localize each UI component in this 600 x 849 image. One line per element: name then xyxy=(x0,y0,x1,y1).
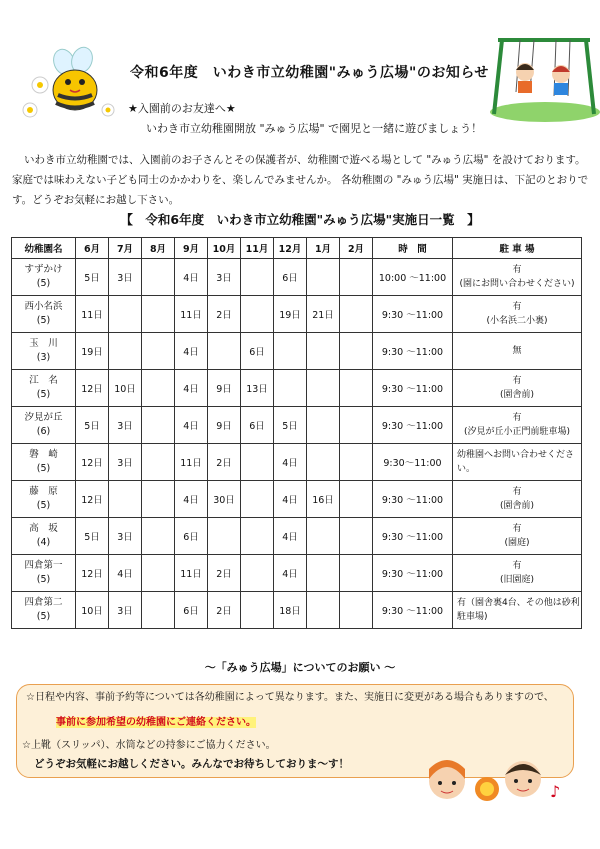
kindergarten-name-cell xyxy=(12,333,76,370)
date-cell xyxy=(307,370,340,407)
date-cell: 4日 xyxy=(175,333,208,370)
page-title: 令和6年度 いわき市立幼稚園"みゅう広場"のお知らせ xyxy=(130,65,489,81)
column-header: 時 間 xyxy=(373,238,453,259)
time-cell: 9:30 ～11:00 xyxy=(373,481,453,518)
kindergarten-name: 西小名浜 xyxy=(24,301,63,312)
date-cell xyxy=(142,481,175,518)
date-cell xyxy=(142,259,175,296)
intro-text xyxy=(12,150,590,210)
kindergarten-name: 玉 川 xyxy=(29,338,58,349)
column-header: 7月 xyxy=(109,238,142,259)
date-cell: 16日 xyxy=(307,481,340,518)
request-items-note: ☆上靴（スリッパ）、水筒などの持参にご協力ください。 xyxy=(22,740,276,751)
kindergarten-name-cell xyxy=(12,259,76,296)
parking-cell xyxy=(453,333,582,370)
kindergarten-name: 汐見が丘 xyxy=(24,412,63,423)
date-cell: 13日 xyxy=(241,370,274,407)
date-cell: 5日 xyxy=(76,518,109,555)
date-cell xyxy=(241,592,274,629)
date-cell xyxy=(241,481,274,518)
parking-text: (園庭) xyxy=(504,538,530,548)
parking-cell xyxy=(453,481,582,518)
class-count: (6) xyxy=(36,426,51,437)
time-cell: 9:30 ～11:00 xyxy=(373,518,453,555)
column-header: 8月 xyxy=(142,238,175,259)
date-cell xyxy=(307,555,340,592)
request-contact-note xyxy=(56,713,256,728)
kindergarten-name-cell xyxy=(12,481,76,518)
kids-illustration xyxy=(425,755,575,819)
column-header: 12月 xyxy=(274,238,307,259)
time-cell: 10:00 ～11:00 xyxy=(373,259,453,296)
date-cell xyxy=(307,259,340,296)
requests-title: ～「みゅう広場」についてのお願い ～ xyxy=(204,661,396,674)
date-cell: 30日 xyxy=(208,481,241,518)
date-cell: 6日 xyxy=(175,592,208,629)
date-cell xyxy=(142,592,175,629)
table-row xyxy=(12,333,582,370)
parking-text: 有 xyxy=(512,413,522,423)
date-cell xyxy=(142,333,175,370)
date-cell: 19日 xyxy=(76,333,109,370)
class-count: (3) xyxy=(36,352,51,363)
parking-cell xyxy=(453,592,582,629)
date-cell xyxy=(109,333,142,370)
date-cell: 6日 xyxy=(175,518,208,555)
parking-text: 有 xyxy=(512,265,522,275)
date-cell: 5日 xyxy=(76,407,109,444)
date-cell: 5日 xyxy=(274,407,307,444)
date-cell: 4日 xyxy=(274,518,307,555)
table-row xyxy=(12,592,582,629)
class-count: (5) xyxy=(36,574,51,585)
date-cell xyxy=(142,370,175,407)
date-cell: 3日 xyxy=(109,592,142,629)
time-cell: 9:30 ～11:00 xyxy=(373,555,453,592)
date-cell xyxy=(241,555,274,592)
date-cell: 3日 xyxy=(109,259,142,296)
kindergarten-name: 藤 原 xyxy=(29,486,58,497)
date-cell: 12日 xyxy=(76,444,109,481)
parking-cell xyxy=(453,444,582,481)
time-cell: 9:30 ～11:00 xyxy=(373,407,453,444)
date-cell xyxy=(340,481,373,518)
date-cell: 9日 xyxy=(208,407,241,444)
kindergarten-name: 高 坂 xyxy=(29,523,58,534)
bee-icon xyxy=(20,40,120,130)
svg-text:♪: ♪ xyxy=(550,782,561,801)
date-cell xyxy=(142,407,175,444)
column-header: 9月 xyxy=(175,238,208,259)
kindergarten-name-cell xyxy=(12,296,76,333)
column-header: 2月 xyxy=(340,238,373,259)
parking-cell xyxy=(453,259,582,296)
parking-cell xyxy=(453,518,582,555)
parking-cell xyxy=(453,407,582,444)
kindergarten-name: 江 名 xyxy=(29,375,58,386)
parking-cell xyxy=(453,555,582,592)
schedule-table-title: 【 令和6年度 いわき市立幼稚園"みゅう広場"実施日一覧 】 xyxy=(120,212,480,227)
parking-text: 有 xyxy=(512,524,522,534)
kindergarten-name-cell xyxy=(12,444,76,481)
date-cell: 2日 xyxy=(208,444,241,481)
date-cell: 19日 xyxy=(274,296,307,333)
parking-text: い。 xyxy=(457,464,476,474)
date-cell xyxy=(109,481,142,518)
kindergarten-name: 磐 崎 xyxy=(29,449,58,460)
date-cell xyxy=(340,555,373,592)
date-cell: 10日 xyxy=(76,592,109,629)
parking-text: 無 xyxy=(512,346,522,356)
date-cell: 3日 xyxy=(208,259,241,296)
date-cell xyxy=(307,592,340,629)
date-cell: 11日 xyxy=(76,296,109,333)
table-row xyxy=(12,481,582,518)
date-cell xyxy=(340,333,373,370)
time-cell: 9:30 ～11:00 xyxy=(373,296,453,333)
date-cell: 4日 xyxy=(175,481,208,518)
column-header: 駐 車 場 xyxy=(453,238,582,259)
date-cell: 21日 xyxy=(307,296,340,333)
date-cell xyxy=(340,592,373,629)
date-cell: 6日 xyxy=(274,259,307,296)
class-count: (5) xyxy=(36,463,51,474)
time-cell: 9:30 ～11:00 xyxy=(373,370,453,407)
date-cell: 12日 xyxy=(76,481,109,518)
date-cell: 12日 xyxy=(76,555,109,592)
date-cell: 2日 xyxy=(208,555,241,592)
swing-icon xyxy=(490,30,600,120)
schedule-table xyxy=(11,237,582,629)
parking-text: 有（園舎裏4台、その他は砂利 xyxy=(457,598,580,608)
date-cell xyxy=(241,259,274,296)
date-cell xyxy=(142,555,175,592)
table-row xyxy=(12,370,582,407)
date-cell: 5日 xyxy=(76,259,109,296)
date-cell: 2日 xyxy=(208,592,241,629)
parking-text: (旧園庭) xyxy=(499,575,535,585)
parking-text: (小名浜二小裏) xyxy=(486,316,548,326)
kindergarten-name: すずかけ xyxy=(24,264,63,275)
date-cell: 3日 xyxy=(109,518,142,555)
column-header: 1月 xyxy=(307,238,340,259)
date-cell xyxy=(307,333,340,370)
bee-flower-illustration xyxy=(20,40,120,134)
date-cell: 4日 xyxy=(175,370,208,407)
date-cell xyxy=(307,407,340,444)
date-cell xyxy=(241,444,274,481)
date-cell xyxy=(109,296,142,333)
class-count: (5) xyxy=(36,389,51,400)
date-cell: 10日 xyxy=(109,370,142,407)
class-count: (5) xyxy=(36,278,51,289)
parking-text: (汐見が丘小正門前駐車場) xyxy=(463,427,571,437)
date-cell: 2日 xyxy=(208,296,241,333)
date-cell: 4日 xyxy=(109,555,142,592)
time-cell: 9:30 ～11:00 xyxy=(373,592,453,629)
parking-text: 駐車場) xyxy=(457,612,488,622)
date-cell xyxy=(340,296,373,333)
request-schedule-note: ☆日程や内容、事前予約等については各幼稚園によって異なります。また、実施日に変更がある場合もありますので、 xyxy=(26,692,554,703)
date-cell: 12日 xyxy=(76,370,109,407)
date-cell: 6日 xyxy=(241,333,274,370)
date-cell xyxy=(208,333,241,370)
date-cell: 11日 xyxy=(175,555,208,592)
date-cell xyxy=(274,370,307,407)
time-cell: 9:30 ～11:00 xyxy=(373,333,453,370)
column-header: 幼稚園名 xyxy=(12,238,76,259)
date-cell: 18日 xyxy=(274,592,307,629)
column-header: 6月 xyxy=(76,238,109,259)
date-cell: 4日 xyxy=(274,555,307,592)
date-cell xyxy=(208,518,241,555)
column-header: 10月 xyxy=(208,238,241,259)
date-cell xyxy=(340,444,373,481)
kindergarten-name: 四倉第二 xyxy=(24,597,63,608)
kindergarten-name-cell xyxy=(12,592,76,629)
kindergarten-name-cell xyxy=(12,407,76,444)
date-cell: 3日 xyxy=(109,407,142,444)
class-count: (4) xyxy=(36,537,51,548)
subtitle-invitation: いわき市立幼稚園開放 "みゅう広場" で園児と一緒に遊びましょう！ xyxy=(146,122,483,135)
kindergarten-name-cell xyxy=(12,555,76,592)
parking-text: 有 xyxy=(512,376,522,386)
class-count: (5) xyxy=(36,315,51,326)
class-count: (5) xyxy=(36,500,51,511)
table-row xyxy=(12,444,582,481)
kindergarten-name-cell xyxy=(12,518,76,555)
kindergarten-name: 四倉第一 xyxy=(24,560,63,571)
date-cell: 11日 xyxy=(175,444,208,481)
request-contact-text: 事前に参加希望の幼稚園にご連絡ください。 xyxy=(56,717,256,728)
table-row xyxy=(12,555,582,592)
parking-text: 有 xyxy=(512,561,522,571)
date-cell xyxy=(340,407,373,444)
parking-text: (園舎前) xyxy=(499,390,535,400)
date-cell xyxy=(340,370,373,407)
table-header-row xyxy=(12,238,582,259)
date-cell xyxy=(340,518,373,555)
date-cell xyxy=(307,444,340,481)
parking-cell xyxy=(453,370,582,407)
date-cell xyxy=(241,296,274,333)
parking-text: (園にお問い合わせください) xyxy=(459,279,575,289)
date-cell xyxy=(241,518,274,555)
date-cell xyxy=(142,518,175,555)
date-cell: 4日 xyxy=(175,259,208,296)
parking-text: 有 xyxy=(512,302,522,312)
table-row xyxy=(12,259,582,296)
class-count: (5) xyxy=(36,611,51,622)
kindergarten-name-cell xyxy=(12,370,76,407)
parking-text: 幼稚園へお問い合わせくださ xyxy=(457,450,575,460)
parking-text: 有 xyxy=(512,487,522,497)
intro-paragraph: いわき市立幼稚園では、入園前のお子さんとその保護者が、幼稚園で遊べる場として "みゅう広場" を設けております。家庭では味わえない子ども同士のかかわりを、楽しんでみませんか。 各幼稚園の "みゅう広場" 実施日は、下記のとおりです。どうぞお気軽にお越し下さい。 xyxy=(12,154,589,206)
date-cell xyxy=(340,259,373,296)
time-cell: 9:30～11:00 xyxy=(373,444,453,481)
date-cell: 3日 xyxy=(109,444,142,481)
column-header: 11月 xyxy=(241,238,274,259)
request-welcome-note: どうぞお気軽にお越しください。みんなでお待ちしておりま～す！ xyxy=(34,758,349,770)
date-cell xyxy=(307,518,340,555)
date-cell: 4日 xyxy=(175,407,208,444)
table-row xyxy=(12,296,582,333)
date-cell: 11日 xyxy=(175,296,208,333)
parking-cell xyxy=(453,296,582,333)
date-cell xyxy=(274,333,307,370)
table-row xyxy=(12,407,582,444)
date-cell: 4日 xyxy=(274,481,307,518)
table-row xyxy=(12,518,582,555)
date-cell xyxy=(142,296,175,333)
kids-icon xyxy=(425,755,575,815)
date-cell: 6日 xyxy=(241,407,274,444)
parking-text: (園舎前) xyxy=(499,501,535,511)
date-cell xyxy=(142,444,175,481)
date-cell: 4日 xyxy=(274,444,307,481)
date-cell: 9日 xyxy=(208,370,241,407)
swing-illustration xyxy=(490,30,600,124)
subtitle-greeting: ★入園前のお友達へ★ xyxy=(128,102,236,115)
